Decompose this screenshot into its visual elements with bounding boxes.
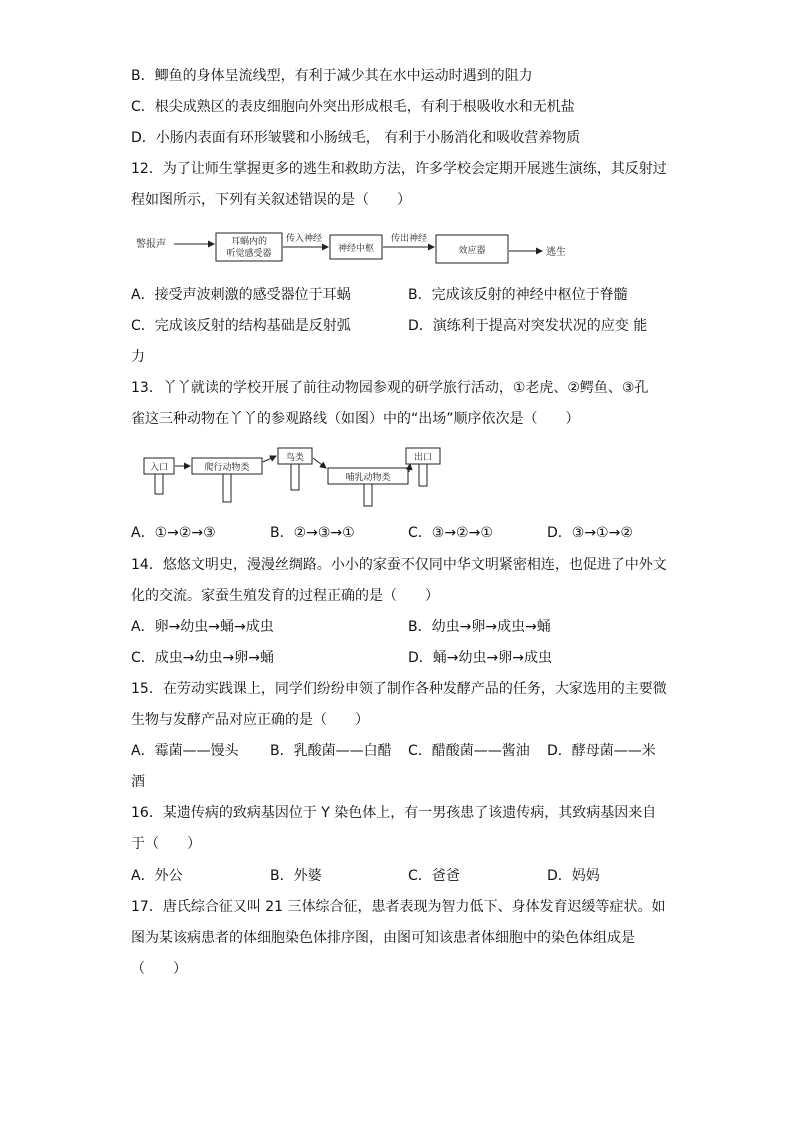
q13-option-a: A．①→②→③ [131, 525, 216, 541]
box-receptor-line2: 听觉感受器 [226, 249, 272, 259]
q17-stem-line1: 17．唐氏综合征又叫 21 三体综合征，患者表现为智力低下、身体发育迟缓等症状。如 [131, 899, 666, 915]
afferent-label: 传入神经 [285, 234, 323, 244]
sign-exit-label: 出口 [413, 453, 433, 463]
sign-entry-label: 入口 [149, 463, 169, 473]
route-arrow-3 [313, 458, 326, 468]
diagram-start-label: 警报声 [136, 239, 166, 250]
q14-option-b: B．幼虫→卵→成虫→蛹 [408, 619, 551, 635]
route-arrow-4 [409, 464, 410, 472]
sign-bird-label: 鸟类 [285, 453, 305, 463]
route-arrow-2 [263, 456, 276, 462]
zoo-route-diagram [140, 444, 450, 510]
q17-stem-line3: （ ） [131, 961, 187, 977]
q16-stem-line1: 16．某遗传病的致病基因位于 Y 染色体上，有一男孩患了该遗传病，其致病基因来自 [131, 805, 657, 821]
q14-stem-line2: 化的交流。家蚕生殖发育的过程正确的是（ ） [131, 588, 439, 604]
q13-option-c: C．③→②→① [408, 525, 493, 541]
box-effector-label: 效应器 [458, 246, 486, 256]
q12-option-b: B．完成该反射的神经中枢位于脊髓 [408, 287, 628, 303]
sign-reptile-label: 爬行动物类 [204, 463, 250, 473]
reflex-arc-diagram [128, 231, 588, 271]
q15-option-d-line2: 酒 [131, 774, 145, 790]
q15-option-a: A．霉菌——馒头 [131, 743, 239, 759]
q15-stem-line2: 生物与发酵产品对应正确的是（ ） [131, 712, 369, 728]
q16-option-c: C．爸爸 [408, 868, 460, 884]
q17-stem-line2: 图为某该病患者的体细胞染色体排序图，由图可知该患者体细胞中的染色体组成是 [131, 930, 635, 946]
sign-reptile-post [223, 474, 231, 502]
box-center-label: 神经中枢 [337, 244, 375, 254]
q12-option-d-line1: D．演练利于提高对突发状况的应变 能 [408, 318, 648, 334]
sign-mammal-label: 哺乳动物类 [345, 473, 391, 483]
sign-exit-post [419, 464, 427, 486]
diagram-end-label: 逃生 [546, 247, 566, 258]
q16-option-d: D．妈妈 [547, 868, 600, 884]
q16-option-b: B．外婆 [270, 868, 322, 884]
q11-option-d: D．小肠内表面有环形皱襞和小肠绒毛， 有利于小肠消化和吸收营养物质 [131, 130, 581, 146]
q15-option-d-line1: D．酵母菌——米 [547, 743, 656, 759]
sign-bird-post [291, 464, 299, 490]
q14-option-d: D．蛹→幼虫→卵→成虫 [408, 650, 552, 666]
box-receptor-line1: 耳蜗内的 [230, 237, 268, 247]
q12-option-d-line2: 力 [131, 349, 145, 365]
q14-option-a: A．卵→幼虫→蛹→成虫 [131, 619, 274, 635]
sign-mammal-post [364, 484, 372, 506]
q15-stem-line1: 15．在劳动实践课上，同学们纷纷申领了制作各种发酵产品的任务，大家选用的主要微 [131, 681, 667, 697]
q11-option-b: B．鲫鱼的身体呈流线型，有利于减少其在水中运动时遇到的阻力 [131, 68, 533, 84]
q15-option-c: C．醋酸菌——酱油 [408, 743, 530, 759]
sign-entry-post [155, 474, 163, 494]
q12-stem-line2: 程如图所示，下列有关叙述错误的是（ ） [131, 192, 411, 208]
q16-option-a: A．外公 [131, 868, 183, 884]
q14-option-c: C．成虫→幼虫→卵→蛹 [131, 650, 274, 666]
q13-option-b: B．②→③→① [270, 525, 355, 541]
q13-option-d: D．③→①→② [547, 525, 633, 541]
q12-option-a: A．接受声波刺激的感受器位于耳蜗 [131, 287, 351, 303]
q13-stem-line2: 雀这三种动物在丫丫的参观路线（如图）中的“出场”顺序依次是（ ） [131, 411, 580, 427]
q15-option-b: B．乳酸菌——白醋 [270, 743, 392, 759]
q13-stem-line1: 13．丫丫就读的学校开展了前往动物园参观的研学旅行活动，①老虎、②鳄鱼、③孔 [131, 380, 649, 396]
q12-stem-line1: 12．为了让师生掌握更多的逃生和救助方法，许多学校会定期开展逃生演练，其反射过 [131, 161, 667, 177]
q12-option-c: C．完成该反射的结构基础是反射弧 [131, 318, 351, 334]
efferent-label: 传出神经 [390, 234, 428, 244]
q14-stem-line1: 14．悠悠文明史，漫漫丝绸路。小小的家蚕不仅同中华文明紧密相连，也促进了中外文 [131, 557, 667, 573]
q11-option-c: C．根尖成熟区的表皮细胞向外突出形成根毛，有利于根吸收水和无机盐 [131, 99, 575, 115]
q16-stem-line2: 于（ ） [131, 836, 201, 852]
